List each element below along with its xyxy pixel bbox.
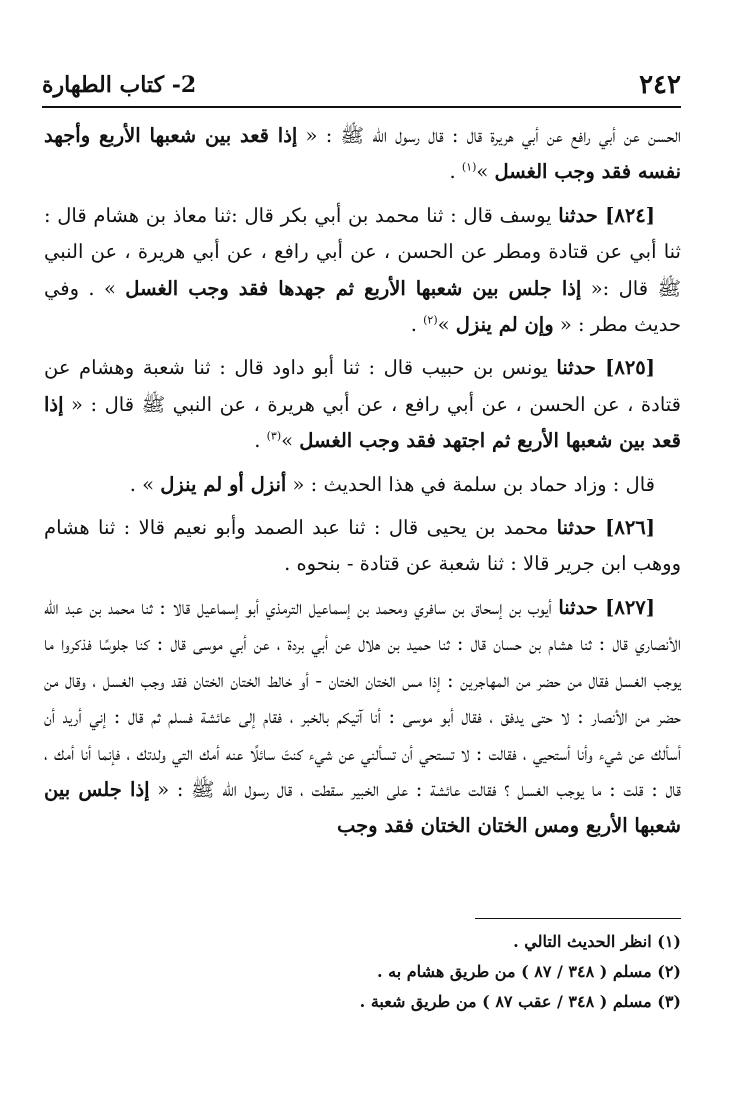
bold-text: أنزل أو لم ينزل: [160, 472, 287, 496]
hadith-paragraph: [44, 467, 681, 503]
hadith-paragraph: [44, 510, 681, 583]
footnotes: [44, 918, 681, 1017]
hadith-paragraph: [44, 590, 681, 845]
bold-text: [٨٢٦] حدثنا: [556, 516, 655, 540]
chapter-title: 2- كتاب الطهارة: [42, 72, 197, 98]
hadith-paragraph: [44, 118, 681, 191]
body-text: »: [281, 429, 300, 453]
body-text: » .: [129, 472, 161, 496]
body-text: يوسف قال : ثنا محمد بن أبي بكر قال :ثنا معاذ بن هشام قال : ثنا أبي عن قتادة ومطر عن الحسن ، عن أبي رافع ، عن أبي هريرة ، عن النبي ﷺ قال :«: [44, 203, 682, 300]
hadith-paragraph: [44, 350, 681, 459]
bold-text: إذا قعد بين شعبها الأربع ثم اجتهد فقد وجب الغسل: [44, 392, 681, 453]
footnote-2: (٢) مسلم ( ٣٤٨ / ٨٧ ) من طريق هشام به .: [377, 962, 681, 981]
bold-text: وإن لم ينزل: [455, 313, 554, 337]
hadith-paragraph: [44, 198, 681, 344]
page-number: ٢٤٢: [639, 70, 681, 100]
body-text: .: [254, 429, 267, 453]
footnote-1: (١) انظر الحديث التالي .: [513, 932, 681, 951]
footnote-ref: (٣): [266, 429, 282, 443]
bold-text: [٨٢٤] حدثنا: [558, 203, 655, 227]
footnote-ref: (٢): [423, 313, 438, 327]
body-text: .: [449, 160, 462, 184]
footnote-3: (٣) مسلم ( ٣٤٨ / عقب ٨٧ ) من طريق شعبة .: [359, 992, 681, 1011]
body-text: .: [410, 313, 424, 337]
body-text: أيوب بن إسحاق بن سافري ومحمد بن إسماعيل الترمذي أبو إسماعيل قالا : ثنا محمد بن عبد الله الأنصاري قال : ثنا هشام بن حسان قال : ثنا حميد بن هلال عن أبي بردة ، عن أبي موسى قال : كنا جلوسًا فذكروا ما يوجب الغسل فقال من حضر من المهاجرين : إذا مس الختان الختان - أو خالط الختان الختان فقد وجب الغسل ، وقال من حضر من الأنصار : لا حتى يدفق ، فقال أبو موسى : أنا آتيكم بالخبر ، فقام إلى عائشة فسلم ثم قال : إني أريد أن أسألك عن شيء وأنا أستحيي ، فقالت : لا تستحي أن تسألني عن شيء كنتَ سائلًا عنه أمك التي ولدتك ، فإنما أنا أمك ، قال : قلت : ما يوجب الغسل ؟ فقالت عائشة : على الخبير سقطت ، قال رسول الله ﷺ : «: [44, 595, 681, 801]
bold-text: إذا جلس بين شعبها الأربع ومس الختان الختان فقد وجب: [44, 777, 681, 838]
bold-text: إذا جلس بين شعبها الأربع ثم جهدها فقد وجب الغسل: [125, 276, 582, 300]
main-text: [44, 118, 681, 852]
footnote-ref: (١): [461, 160, 477, 174]
body-text: »: [437, 313, 456, 337]
bold-text: [٨٢٧] حدثنا: [558, 595, 655, 619]
bold-text: [٨٢٥] حدثنا: [556, 356, 655, 380]
body-text: محمد بن يحيى قال : ثنا عبد الصمد وأبو نعيم قالا : ثنا هشام ووهب ابن جرير قالا : ثنا شعبة عن قتادة - بنحوه .: [44, 516, 681, 576]
bold-text: إذا قعد بين شعبها الأربع وأجهد نفسه فقد وجب الغسل: [44, 124, 681, 184]
body-text: » . وفي حديث مطر : «: [44, 276, 681, 337]
footnote-divider: [475, 918, 681, 919]
page-header: [42, 66, 681, 108]
body-text: الحسن عن أبي رافع عن أبي هريرة قال : قال رسول الله ﷺ : «: [297, 124, 681, 147]
body-text: »: [476, 160, 495, 184]
body-text: قال : وزاد حماد بن سلمة في هذا الحديث : «: [286, 472, 655, 496]
body-text: يونس بن حبيب قال : ثنا أبو داود قال : ثنا شعبة وهشام عن قتادة ، عن الحسن ، عن أبي رافع ، عن أبي هريرة ، عن النبي ﷺ قال : «: [44, 356, 681, 416]
